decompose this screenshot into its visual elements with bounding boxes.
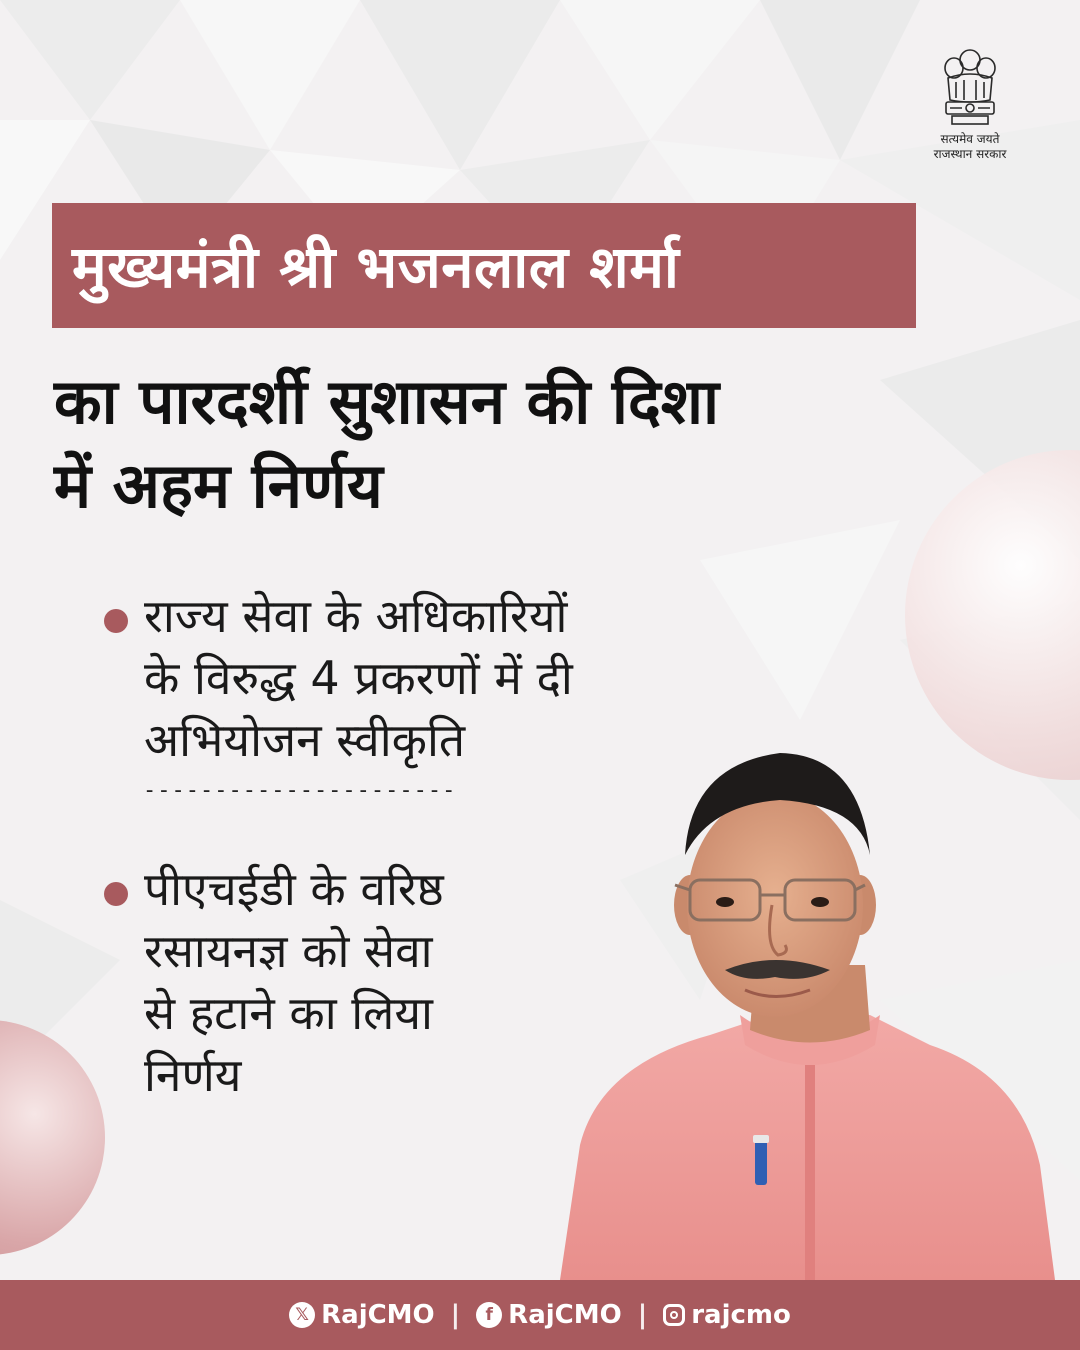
facebook-icon: f	[476, 1302, 502, 1328]
bullet-line: रसायनज्ञ को सेवा	[144, 924, 433, 978]
bullet-dot-icon	[104, 609, 128, 633]
footer-separator: |	[450, 1300, 461, 1330]
bullet-point	[104, 858, 544, 1106]
instagram-icon	[663, 1304, 685, 1326]
chief-minister-portrait	[540, 745, 1080, 1280]
bullet-text	[144, 858, 544, 1106]
handle-text: RajCMO	[508, 1300, 622, 1330]
title-text: मुख्यमंत्री श्री भजनलाल शर्मा	[72, 233, 680, 301]
handle-text: RajCMO	[321, 1300, 435, 1330]
headline-line: में अहम निर्णय	[54, 449, 383, 522]
bullet-line: निर्णय	[144, 1048, 242, 1102]
social-footer	[0, 1280, 1080, 1350]
bullet-text	[144, 585, 664, 771]
social-handle-facebook[interactable]	[476, 1300, 622, 1330]
bullet-point	[104, 585, 664, 771]
social-handle-x[interactable]	[289, 1300, 435, 1330]
ashoka-emblem-icon	[938, 42, 1002, 132]
x-twitter-icon: 𝕏	[289, 1302, 315, 1328]
title-banner	[52, 203, 916, 328]
bullet-line: राज्य सेवा के अधिकारियों	[144, 589, 568, 643]
bullet-line: के विरुद्ध 4 प्रकरणों में दी	[144, 651, 573, 705]
bullet-line: से हटाने का लिया	[144, 986, 433, 1040]
state-emblem	[918, 42, 1022, 162]
bullet-line: पीएचईडी के वरिष्ठ	[144, 862, 444, 916]
footer-separator: |	[637, 1300, 648, 1330]
bullet-dot-icon	[104, 882, 128, 906]
emblem-department: राजस्थान सरकार	[933, 147, 1007, 161]
dashed-divider: ----------------------	[143, 778, 457, 803]
headline	[54, 360, 934, 528]
emblem-motto: सत्यमेव जयते	[940, 132, 1000, 146]
handle-text: rajcmo	[691, 1300, 791, 1330]
social-handle-instagram[interactable]	[663, 1300, 791, 1330]
bullet-line: अभियोजन स्वीकृति	[144, 713, 466, 767]
headline-line: का पारदर्शी सुशासन की दिशा	[54, 365, 720, 438]
